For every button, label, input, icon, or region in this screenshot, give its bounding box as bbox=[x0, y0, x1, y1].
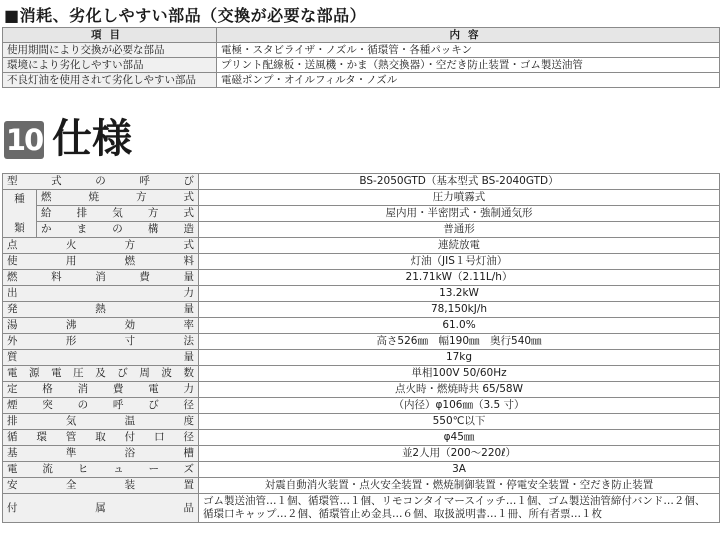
table-header-row bbox=[3, 28, 720, 43]
spec-value: 並2人用（200～220ℓ） bbox=[199, 446, 720, 462]
spec-label: 質量 bbox=[3, 350, 199, 366]
spec-value: 普通形 bbox=[199, 222, 720, 238]
type-group-char: 種 bbox=[14, 192, 25, 205]
spec-label: かまの構造 bbox=[37, 222, 199, 238]
spec-value: 78,150kJ/h bbox=[199, 302, 720, 318]
spec-row bbox=[3, 414, 720, 430]
spec-label: 循環管取付口径 bbox=[3, 430, 199, 446]
spec-value: 連続放電 bbox=[199, 238, 720, 254]
spec-value: 21.71kW（2.11L/h） bbox=[199, 270, 720, 286]
row-item: 使用期間により交換が必要な部品 bbox=[3, 43, 217, 58]
spec-label: 型式の呼び bbox=[3, 174, 199, 190]
spec-value: ゴム製送油管…１個、循環管…１個、リモコンタイマースイッチ…１個、ゴム製送油管締付バンド…２個、循環口キャップ…２個、循環管止め金具…６個、取扱説明書…１冊、所有者票…１枚 bbox=[199, 494, 720, 523]
spec-row-type bbox=[3, 206, 720, 222]
spec-row bbox=[3, 302, 720, 318]
spec-value: 単相100V 50/60Hz bbox=[199, 366, 720, 382]
spec-label: 外形寸法 bbox=[3, 334, 199, 350]
spec-row bbox=[3, 446, 720, 462]
spec-value: 高さ526㎜ 幅190㎜ 奥行540㎜ bbox=[199, 334, 720, 350]
row-item: 不良灯油を使用されて劣化しやすい部品 bbox=[3, 73, 217, 88]
spec-value: 550℃以下 bbox=[199, 414, 720, 430]
spec-value: 圧力噴霧式 bbox=[199, 190, 720, 206]
spec-label: 使用燃料 bbox=[3, 254, 199, 270]
spec-label: 湯沸効率 bbox=[3, 318, 199, 334]
spec-label: 電源電圧及び周波数 bbox=[3, 366, 199, 382]
spec-label: 電流ヒューズ bbox=[3, 462, 199, 478]
spec-label: 燃焼方式 bbox=[37, 190, 199, 206]
spec-value: 屋内用・半密閉式・強制通気形 bbox=[199, 206, 720, 222]
table-row bbox=[3, 43, 720, 58]
spec-row-accessories bbox=[3, 494, 720, 523]
type-group-label bbox=[3, 190, 37, 238]
spec-value: 13.2kW bbox=[199, 286, 720, 302]
spec-label: 発熱量 bbox=[3, 302, 199, 318]
spec-label: 排気温度 bbox=[3, 414, 199, 430]
spec-label: 付属品 bbox=[3, 494, 199, 523]
spec-label: 定格消費電力 bbox=[3, 382, 199, 398]
row-content: 電磁ポンプ・オイルフィルタ・ノズル bbox=[217, 73, 720, 88]
spec-label: 出力 bbox=[3, 286, 199, 302]
spec-row bbox=[3, 286, 720, 302]
spec-label: 煙突の呼び径 bbox=[3, 398, 199, 414]
column-header-item: 項目 bbox=[3, 28, 217, 43]
type-group-char: 類 bbox=[14, 221, 25, 234]
spec-value: 点火時・燃焼時共 65/58W bbox=[199, 382, 720, 398]
spec-row bbox=[3, 334, 720, 350]
spec-row-type bbox=[3, 190, 720, 206]
section-title: 仕様 bbox=[52, 116, 132, 162]
spec-value: 灯油（JIS１号灯油） bbox=[199, 254, 720, 270]
spec-value: 対震自動消火装置・点火安全装置・燃焼制御装置・停電安全装置・空だき防止装置 bbox=[199, 478, 720, 494]
spec-row bbox=[3, 430, 720, 446]
spec-label: 基準浴槽 bbox=[3, 446, 199, 462]
consumable-parts-table bbox=[2, 27, 720, 88]
spec-row bbox=[3, 382, 720, 398]
spec-table bbox=[2, 173, 720, 523]
spec-row bbox=[3, 478, 720, 494]
spec-label: 給排気方式 bbox=[37, 206, 199, 222]
table-row bbox=[3, 58, 720, 73]
table-row bbox=[3, 73, 720, 88]
spec-row bbox=[3, 350, 720, 366]
row-content: プリント配線板・送風機・かま（熱交換器）・空だき防止装置・ゴム製送油管 bbox=[217, 58, 720, 73]
spec-row bbox=[3, 318, 720, 334]
row-content: 電極・スタビライザ・ノズル・循環管・各種パッキン bbox=[217, 43, 720, 58]
consumable-parts-heading: ■消耗、劣化しやすい部品（交換が必要な部品） bbox=[4, 6, 367, 25]
spec-label: 燃料消費量 bbox=[3, 270, 199, 286]
spec-row bbox=[3, 238, 720, 254]
spec-row bbox=[3, 366, 720, 382]
spec-value: 17kg bbox=[199, 350, 720, 366]
spec-label: 点火方式 bbox=[3, 238, 199, 254]
spec-row bbox=[3, 254, 720, 270]
spec-value: φ45㎜ bbox=[199, 430, 720, 446]
spec-row bbox=[3, 398, 720, 414]
spec-value: BS-2050GTD（基本型式 BS-2040GTD） bbox=[199, 174, 720, 190]
spec-row-type bbox=[3, 222, 720, 238]
spec-label: 安全装置 bbox=[3, 478, 199, 494]
spec-value: 61.0% bbox=[199, 318, 720, 334]
spec-row-model bbox=[3, 174, 720, 190]
row-item: 環境により劣化しやすい部品 bbox=[3, 58, 217, 73]
spec-row bbox=[3, 270, 720, 286]
spec-row bbox=[3, 462, 720, 478]
section-number-badge: 10 bbox=[5, 123, 43, 157]
spec-value: （内径）φ106㎜（3.5 寸） bbox=[199, 398, 720, 414]
spec-value: 3A bbox=[199, 462, 720, 478]
column-header-content: 内容 bbox=[217, 28, 720, 43]
